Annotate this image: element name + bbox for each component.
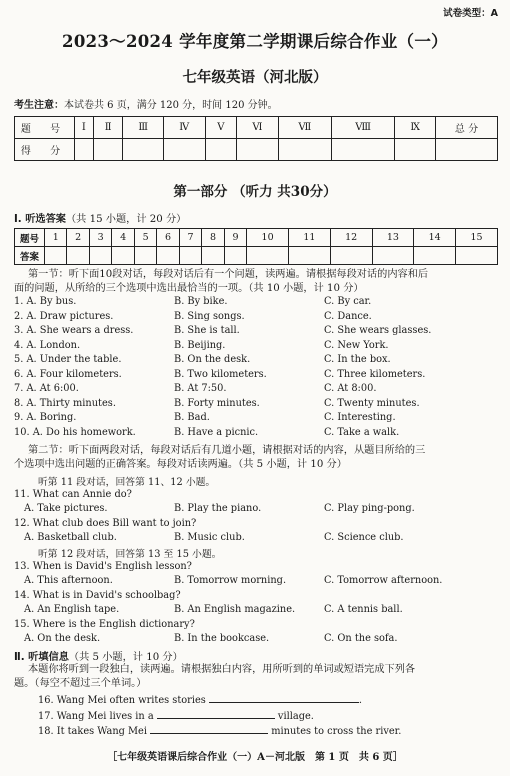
q11-stem: 11. What can Annie do? [14, 489, 132, 500]
answer-cell[interactable] [89, 247, 111, 265]
score-col-2: Ⅱ [93, 117, 123, 139]
score-col-total: 总 分 [436, 117, 498, 139]
q14-stem: 14. What is in David's schoolbag? [14, 590, 181, 601]
page-footer: ［七年级英语课后综合作业（一）A－河北版 第 1 页 共 6 页］ [107, 752, 403, 763]
q2-option-c[interactable]: C. Dance. [324, 310, 372, 322]
q13-stem: 13. When is David's English lesson? [14, 561, 192, 572]
q18-end: minutes to cross the river. [271, 726, 402, 737]
q16-text: 16. Wang Mei often writes stories [38, 695, 206, 706]
answer-number: 6 [157, 229, 179, 247]
answer-cell[interactable] [67, 247, 89, 265]
q3-option-a[interactable]: 3. A. She wears a dress. [14, 325, 134, 336]
q8-option-c[interactable]: C. Twenty minutes. [324, 397, 420, 409]
score-cell[interactable] [436, 139, 498, 161]
score-cell[interactable] [205, 139, 236, 161]
score-table-score-row [15, 139, 498, 161]
q17-end: village. [277, 711, 314, 722]
section1-title: Ⅰ. 听选答案 [14, 214, 66, 225]
part2-instructions-line1: 第二节：听下面两段对话，每段对话后有几道小题，请根据对话的内容，从题目所给的三 [28, 445, 426, 456]
answer-cell[interactable] [288, 247, 330, 265]
section1-note: （共 15 小题，计 20 分） [65, 214, 187, 225]
q6-option-a[interactable]: 6. A. Four kilometers. [14, 368, 122, 380]
q6-option-c[interactable]: C. Three kilometers. [324, 368, 426, 380]
answer-cell[interactable] [45, 247, 67, 265]
score-table [14, 116, 498, 161]
q15-option-b[interactable]: B. In the bookcase. [174, 633, 270, 644]
answer-cell[interactable] [247, 247, 289, 265]
q9-option-a[interactable]: 9. A. Boring. [14, 412, 77, 423]
answer-number: 15 [456, 229, 498, 247]
q18 [38, 724, 401, 737]
q8-option-b[interactable]: B. Forty minutes. [174, 397, 260, 409]
answer-number: 1 [45, 229, 67, 247]
score-col-5: Ⅴ [205, 117, 236, 139]
q15-stem: 15. Where is the English dictionary? [14, 619, 195, 630]
score-col-4: Ⅳ [163, 117, 205, 139]
q17-blank[interactable] [157, 709, 275, 719]
q10-option-c[interactable]: C. Take a walk. [324, 426, 400, 438]
paper-type-label: 试卷类型：A [443, 8, 498, 19]
answer-cell[interactable] [202, 247, 224, 265]
answer-number: 3 [89, 229, 111, 247]
q1-option-c[interactable]: C. By car. [324, 296, 372, 307]
q17 [38, 709, 314, 722]
q9-option-c[interactable]: C. Interesting. [324, 412, 396, 423]
q12-option-b[interactable]: B. Music club. [174, 532, 245, 543]
notice-label: 考生注意： [14, 100, 64, 111]
q5-option-c[interactable]: C. In the box. [324, 354, 391, 365]
answer-number: 8 [202, 229, 224, 247]
part1-instructions-line1: 第一节：听下面10段对话，每段对话后有一个问题，读两遍。请根据每段对话的内容和后 [28, 269, 429, 280]
part2-instructions-line2: 个选项中选出问题的正确答案。每段对话读两遍。（共 5 小题，计 10 分） [14, 459, 347, 470]
candidate-notice [14, 96, 278, 111]
section2-heading [14, 648, 183, 663]
answer-cell[interactable] [456, 247, 498, 265]
q7-option-a[interactable]: 7. A. At 6:00. [14, 383, 79, 394]
q10-option-a[interactable]: 10. A. Do his homework. [14, 426, 136, 438]
q14-option-b[interactable]: B. An English magazine. [174, 604, 296, 615]
score-cell[interactable] [331, 139, 395, 161]
answer-cell[interactable] [414, 247, 456, 265]
q8-option-a[interactable]: 8. A. Thirty minutes. [14, 397, 116, 409]
q3-option-c[interactable]: C. She wears glasses. [324, 325, 432, 336]
exam-title: 2023～2024 学年度第二学期课后综合作业（一） [62, 32, 448, 51]
score-cell[interactable] [236, 139, 278, 161]
score-col-1: Ⅰ [75, 117, 94, 139]
score-col-6: Ⅵ [236, 117, 278, 139]
q4-option-b[interactable]: B. Beijing. [174, 339, 226, 351]
score-col-3: Ⅲ [123, 117, 163, 139]
q2-option-a[interactable]: 2. A. Draw pictures. [14, 310, 114, 322]
part1-instructions-line2: 面的问题，从所给的三个选项中选出最恰当的一项。（共 10 小题，计 10 分） [14, 283, 364, 294]
answer-number: 5 [134, 229, 156, 247]
answer-cell[interactable] [134, 247, 156, 265]
answer-table-row2-header: 答案 [15, 247, 45, 265]
q11-option-b[interactable]: B. Play the piano. [174, 503, 262, 514]
answer-number: 14 [414, 229, 456, 247]
score-cell[interactable] [278, 139, 331, 161]
score-cell[interactable] [163, 139, 205, 161]
answer-number: 10 [247, 229, 289, 247]
dialogue2-intro: 听第 12 段对话，回答第 13 至 15 小题。 [38, 549, 222, 560]
answer-number: 13 [372, 229, 414, 247]
q15-option-c[interactable]: C. On the sofa. [324, 633, 398, 644]
answer-number: 11 [288, 229, 330, 247]
score-cell[interactable] [395, 139, 436, 161]
answer-number: 12 [330, 229, 372, 247]
q3-option-b[interactable]: B. She is tall. [174, 325, 240, 336]
score-col-9: Ⅸ [395, 117, 436, 139]
q9-option-b[interactable]: B. Bad. [174, 412, 210, 423]
q16-end: . [358, 695, 363, 706]
q1-option-b[interactable]: B. By bike. [174, 296, 228, 307]
section1-heading [14, 210, 186, 225]
q14-option-a[interactable]: A. An English tape. [24, 604, 120, 615]
q6-option-b[interactable]: B. Two kilometers. [174, 368, 267, 380]
score-col-8: Ⅷ [331, 117, 395, 139]
section2-instructions-line2: 题。（每空不超过三个单词。） [14, 678, 147, 689]
answer-table [14, 228, 498, 265]
q17-text: 17. Wang Mei lives in a [38, 711, 154, 722]
q11-option-c[interactable]: C. Play ping-pong. [324, 503, 415, 514]
part-one-heading: 第一部分 （听力 共30分） [173, 184, 337, 200]
section2-note: （共 5 小题，计 10 分） [68, 652, 183, 663]
answer-cell[interactable] [330, 247, 372, 265]
q5-option-b[interactable]: B. On the desk. [174, 354, 251, 365]
score-table-row1-header: 题 号 [15, 117, 75, 139]
q12-stem: 12. What club does Bill want to join? [14, 518, 197, 529]
exam-subtitle: 七年级英语（河北版） [182, 69, 328, 86]
answer-number: 7 [179, 229, 201, 247]
q1-option-a[interactable]: 1. A. By bus. [14, 296, 77, 307]
q7-option-b[interactable]: B. At 7:50. [174, 383, 227, 394]
answer-cell[interactable] [224, 247, 246, 265]
q4-option-a[interactable]: 4. A. London. [14, 339, 81, 351]
q7-option-c[interactable]: C. At 8:00. [324, 383, 377, 394]
q12-option-c[interactable]: C. Science club. [324, 532, 404, 543]
q18-blank[interactable] [150, 724, 268, 734]
answer-cell[interactable] [179, 247, 201, 265]
score-col-7: Ⅶ [278, 117, 331, 139]
answer-cell[interactable] [157, 247, 179, 265]
q13-option-c[interactable]: C. Tomorrow afternoon. [324, 575, 443, 586]
answer-table-answer-row [15, 247, 498, 265]
notice-text: 本试卷共 6 页，满分 120 分，时间 120 分钟。 [64, 100, 278, 111]
q12-option-a[interactable]: A. Basketball club. [24, 532, 117, 543]
q11-option-a[interactable]: A. Take pictures. [24, 503, 108, 514]
q18-text: 18. It takes Wang Mei [38, 726, 147, 737]
answer-number: 4 [112, 229, 134, 247]
q14-option-c[interactable]: C. A tennis ball. [324, 604, 403, 615]
score-cell[interactable] [93, 139, 123, 161]
q5-option-a[interactable]: 5. A. Under the table. [14, 354, 122, 365]
answer-table-row1-header: 题号 [15, 229, 45, 247]
answer-cell[interactable] [112, 247, 134, 265]
answer-number: 9 [224, 229, 246, 247]
answer-number: 2 [67, 229, 89, 247]
answer-cell[interactable] [372, 247, 414, 265]
q13-option-a[interactable]: A. This afternoon. [24, 575, 113, 586]
q13-option-b[interactable]: B. Tomorrow morning. [174, 575, 287, 586]
answer-table-number-row [15, 229, 498, 247]
q4-option-c[interactable]: C. New York. [324, 339, 389, 351]
q16-blank[interactable] [209, 693, 359, 703]
section2-instructions-line1: 本题你将听到一段独白，读两遍。请根据独白内容，用所听到的单词或短语完成下列各 [28, 664, 416, 675]
score-table-header-row [15, 117, 498, 139]
q10-option-b[interactable]: B. Have a picnic. [174, 426, 259, 438]
q15-option-a[interactable]: A. On the desk. [24, 633, 101, 644]
dialogue1-intro: 听第 11 段对话，回答第 11、12 小题。 [38, 477, 216, 488]
score-cell[interactable] [123, 139, 163, 161]
score-table-row2-header: 得 分 [15, 139, 75, 161]
score-cell[interactable] [75, 139, 94, 161]
q2-option-b[interactable]: B. Sing songs. [174, 310, 245, 322]
q16 [38, 693, 362, 706]
section2-title: Ⅱ. 听填信息 [14, 652, 69, 663]
